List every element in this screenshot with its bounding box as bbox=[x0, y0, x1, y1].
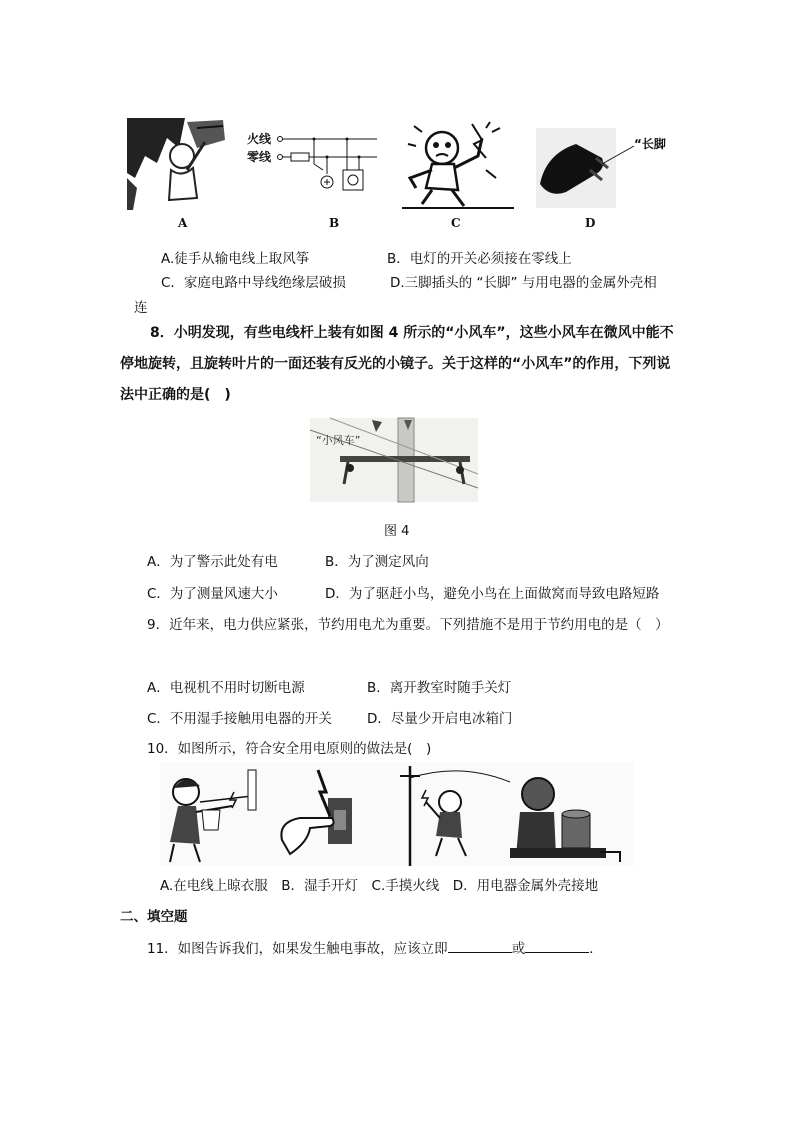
q7-option-b: B．电灯的开关必须接在零线上 bbox=[387, 251, 572, 267]
q11-connector: 或 bbox=[511, 941, 526, 957]
q7-figure-a bbox=[127, 118, 227, 210]
q9-option-b: B．离开教室时随手关灯 bbox=[367, 680, 512, 696]
q7-caption-a: A bbox=[178, 216, 188, 230]
live-wire-label: 火线 bbox=[247, 132, 272, 146]
long-pin-label: “长脚 bbox=[634, 137, 666, 151]
q10-figure-strip bbox=[160, 762, 634, 866]
q8-option-c: C．为了测量风速大小 bbox=[147, 586, 278, 602]
q8-stem-line1: 8．小明发现，有些电线杆上装有如图 4 所示的“小风车”，这些小风车在微风中能不 bbox=[150, 325, 674, 341]
q7-option-d-continued: 连 bbox=[134, 300, 148, 316]
q9-option-c: C．不用湿手接触用电器的开关 bbox=[147, 711, 332, 727]
q7-caption-d: D bbox=[585, 216, 596, 230]
q8-option-a: A．为了警示此处有电 bbox=[147, 554, 278, 570]
q8-stem-line3: 法中正确的是( ) bbox=[120, 387, 231, 403]
q10-options: A.在电线上晾衣服 B．湿手开灯 C.手摸火线 D．用电器金属外壳接地 bbox=[160, 878, 599, 894]
neutral-wire-label: 零线 bbox=[247, 150, 272, 164]
section-heading-fill-in: 二、填空题 bbox=[120, 909, 188, 925]
q7-figure-d-plug bbox=[536, 124, 678, 214]
q7-figure-c bbox=[402, 118, 514, 210]
q10-stem: 10．如图所示，符合安全用电原则的做法是( ) bbox=[147, 741, 432, 757]
q7-option-d: D.三脚插头的 “长脚” 与用电器的金属外壳相 bbox=[390, 275, 657, 291]
q8-option-b: B．为了测定风向 bbox=[325, 554, 429, 570]
q8-option-d: D．为了驱赶小鸟，避免小鸟在上面做窝而导致电路短路 bbox=[325, 586, 660, 602]
q11-end: ． bbox=[589, 941, 603, 957]
q9-option-a: A．电视机不用时切断电源 bbox=[147, 680, 305, 696]
q11-blank-1[interactable] bbox=[448, 940, 512, 953]
q11-stem-text: 11．如图告诉我们，如果发生触电事故，应该立即 bbox=[147, 941, 448, 957]
q11-stem bbox=[147, 937, 603, 957]
q7-option-c: C．家庭电路中导线绝缘层破损 bbox=[161, 275, 346, 291]
q11-blank-2[interactable] bbox=[525, 940, 589, 953]
q7-option-a: A.徒手从输电线上取风筝 bbox=[161, 251, 310, 267]
q8-stem-line2: 停地旋转，且旋转叶片的一面还装有反光的小镜子。关于这样的“小风车”的作用，下列说 bbox=[120, 356, 671, 372]
q7-figure-b-circuit bbox=[247, 130, 379, 212]
q7-caption-c: C bbox=[451, 216, 461, 230]
q9-stem: 9．近年来，电力供应紧张，节约用电尤为重要。下列措施不是用于节约用电的是（ ） bbox=[147, 617, 669, 633]
windmill-label: “小风车” bbox=[316, 434, 361, 447]
q8-figure-caption: 图 4 bbox=[384, 524, 410, 539]
q9-option-d: D．尽量少开启电冰箱门 bbox=[367, 711, 513, 727]
q8-figure-windmill-pole bbox=[310, 418, 478, 502]
q7-caption-b: B bbox=[329, 216, 340, 230]
